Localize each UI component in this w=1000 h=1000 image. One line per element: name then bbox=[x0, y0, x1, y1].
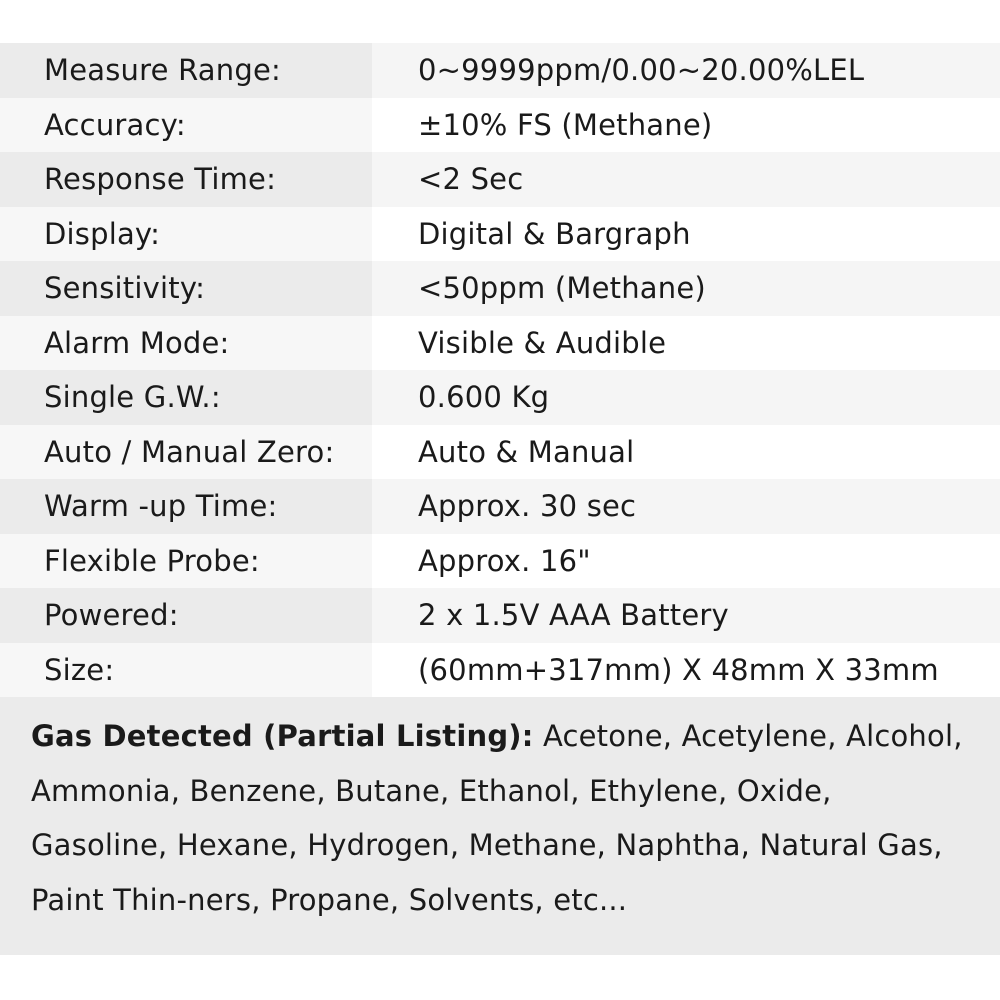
spec-value: Auto & Manual bbox=[372, 425, 1000, 480]
spec-row-auto-manual-zero bbox=[0, 425, 1000, 480]
spec-label: Alarm Mode: bbox=[0, 316, 372, 371]
spec-table bbox=[0, 43, 1000, 697]
spec-value: (60mm+317mm) X 48mm X 33mm bbox=[372, 643, 1000, 698]
spec-row-flexible-probe bbox=[0, 534, 1000, 589]
spec-row-alarm-mode bbox=[0, 316, 1000, 371]
spec-label: Size: bbox=[0, 643, 372, 698]
spec-row-single-gw bbox=[0, 370, 1000, 425]
spec-label: Single G.W.: bbox=[0, 370, 372, 425]
spec-value: Visible & Audible bbox=[372, 316, 1000, 371]
spec-row-accuracy bbox=[0, 98, 1000, 153]
spec-label: Auto / Manual Zero: bbox=[0, 425, 372, 480]
spec-value: Digital & Bargraph bbox=[372, 207, 1000, 262]
spec-value: 0~9999ppm/0.00~20.00%LEL bbox=[372, 43, 1000, 98]
spec-value: 0.600 Kg bbox=[372, 370, 1000, 425]
spec-value: 2 x 1.5V AAA Battery bbox=[372, 588, 1000, 643]
spec-row-warm-up-time bbox=[0, 479, 1000, 534]
spec-label: Powered: bbox=[0, 588, 372, 643]
spec-label: Measure Range: bbox=[0, 43, 372, 98]
spec-row-sensitivity bbox=[0, 261, 1000, 316]
gas-detected-list: Acetone, Acetylene, Alcohol, Ammonia, Benzene, Butane, Ethanol, Ethylene, Oxide, Gasoline, Hexane, Hydrogen, Methane, Naphtha, Natural Gas, Paint Thin-ners, Propane, Solvents, etc... bbox=[31, 719, 963, 917]
spec-label: Response Time: bbox=[0, 152, 372, 207]
spec-row-powered bbox=[0, 588, 1000, 643]
spec-row-display bbox=[0, 207, 1000, 262]
spec-value: Approx. 30 sec bbox=[372, 479, 1000, 534]
spec-row-response-time bbox=[0, 152, 1000, 207]
spec-value: Approx. 16" bbox=[372, 534, 1000, 589]
spec-row-measure-range bbox=[0, 43, 1000, 98]
spec-label: Display: bbox=[0, 207, 372, 262]
spec-value: ±10% FS (Methane) bbox=[372, 98, 1000, 153]
spec-label: Accuracy: bbox=[0, 98, 372, 153]
spec-label: Flexible Probe: bbox=[0, 534, 372, 589]
spec-row-size bbox=[0, 643, 1000, 698]
gas-detected-panel bbox=[0, 697, 1000, 955]
spec-value: <2 Sec bbox=[372, 152, 1000, 207]
spec-label: Sensitivity: bbox=[0, 261, 372, 316]
spec-value: <50ppm (Methane) bbox=[372, 261, 1000, 316]
gas-detected-heading: Gas Detected (Partial Listing): bbox=[31, 719, 534, 753]
spec-label: Warm -up Time: bbox=[0, 479, 372, 534]
